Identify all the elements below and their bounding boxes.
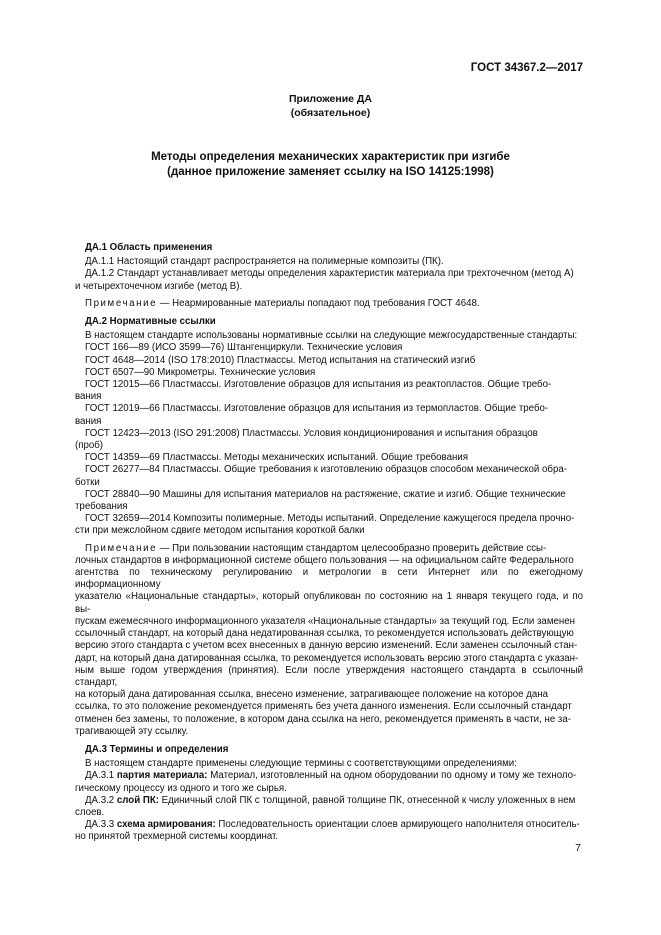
terms-list: [75, 770, 583, 843]
reference-item: [75, 342, 583, 354]
term-item: [75, 819, 583, 831]
note-line: — При пользовании настоящим стандартом целесообразно проверить действие ссы-: [157, 542, 547, 554]
note-line: ссылочный стандарт, на который дана недатированная ссылка, то рекомендуется использовать действующую: [75, 628, 574, 640]
reference-line-1: ГОСТ 32659—2014 Композиты полимерные. Методы испытаний. Определение кажущегося предела прочно-: [85, 513, 575, 525]
reference-line-1: ГОСТ 28840—90 Машины для испытания материалов на растяжение, сжатие и изгиб. Общие технические: [85, 488, 566, 500]
reference-item: [75, 379, 583, 391]
note-line: ссылка, то это положение рекомендуется применять без учета данного изменения. Если ссылочный стандарт: [75, 701, 572, 713]
term-definition: Материал, изготовленный на одном оборудовании по одному и тому же техноло-: [207, 770, 577, 782]
scope-p1: [75, 256, 583, 268]
appendix-title: Приложение ДА: [289, 93, 372, 105]
heading-scope: ДА.1 Область применения: [85, 242, 213, 253]
references-intro: В настоящем стандарте использованы нормативные ссылки на следующие межгосударственные стандарты:: [85, 330, 578, 342]
scope-p2-cont: [75, 281, 583, 293]
term-definition-cont: слоев.: [75, 806, 105, 818]
term-item-cont: [75, 783, 583, 795]
term-definition-cont: гическому процессу из одного и того же сырья.: [75, 782, 287, 794]
term-name: слой ПК:: [116, 794, 159, 806]
page-number: 7: [575, 842, 581, 854]
reference-item: [75, 489, 583, 501]
appendix-heading: [0, 92, 661, 120]
note-text: — Неармированные материалы попадают под требования ГОСТ 4648.: [157, 297, 480, 309]
references-note: [75, 543, 583, 738]
reference-line-2: сти при межслойном сдвиге методом испытания короткой балки: [75, 525, 365, 537]
reference-line-2: требования: [75, 501, 128, 513]
note-text: [75, 543, 583, 737]
note-label: Примечание: [85, 297, 158, 309]
reference-item-cont: [75, 391, 583, 403]
reference-line-1: ГОСТ 166—89 (ИСО 3599—76) Штангенциркули. Технические условия: [85, 342, 403, 354]
note-line: отменен без замены, то положение, в котором дана ссылка на него, рекомендуется применять в части, не за-: [75, 713, 571, 725]
title-line-2: (данное приложение заменяет ссылку на ISO 14125:1998): [167, 165, 494, 178]
term-number: ДА.3.1: [85, 770, 117, 782]
reference-item: [75, 367, 583, 379]
reference-item: [75, 513, 583, 525]
scope-p2: [75, 268, 583, 280]
document-id: ГОСТ 34367.2—2017: [470, 62, 583, 74]
term-item-cont: [75, 807, 583, 819]
term-item: [75, 795, 583, 807]
section-title: [80, 150, 581, 179]
reference-line-1: ГОСТ 12019—66 Пластмассы. Изготовление образцов для испытания из термопластов. Общие требо-: [85, 403, 549, 415]
note-line: агентства по техническому регулированию и метрологии в сети Интернет или по ежегодному информационному: [75, 567, 583, 591]
note-line: на который дана датированная ссылка, внесено изменение, затрагивающее положение на которое дана: [75, 689, 548, 701]
reference-item-cont: [75, 416, 583, 428]
appendix-subtitle: (обязательное): [290, 107, 371, 119]
reference-line-1: ГОСТ 26277—84 Пластмассы. Общие требования к изготовлению образцов способом механической обра-: [85, 464, 567, 476]
document-body: [75, 242, 583, 844]
term-definition-cont: но принятой трехмерной системы координат.: [75, 831, 279, 843]
note-line: лочных стандартов в информационной системе общего пользования — на официальном сайте Федерального: [75, 554, 574, 566]
reference-line-1: ГОСТ 4648—2014 (ISO 178:2010) Пластмассы. Метод испытания на статический изгиб: [85, 354, 476, 366]
heading-references: ДА.2 Нормативные ссылки: [85, 316, 216, 328]
scope-p2-line2: и четырехточечном изгибе (метод В).: [75, 280, 243, 292]
reference-line-1: ГОСТ 12015—66 Пластмассы. Изготовление образцов для испытания из реактопластов. Общие требо-: [85, 379, 552, 391]
scope-p2-line1: ДА.1.2 Стандарт устанавливает методы определения характеристик материала при трехточечном (метод А): [85, 268, 574, 280]
reference-item-cont: [75, 440, 583, 452]
scope-note: [75, 298, 583, 310]
term-definition: Единичный слой ПК с толщиной, равной толщине ПК, отнесенной к числу уложенных в нем: [158, 794, 576, 806]
note-line: версию этого стандарта с учетом всех внесенных в данную версию изменений. Если заменен ссылочный стан-: [75, 640, 578, 652]
reference-item: [75, 452, 583, 464]
term-item-cont: [75, 831, 583, 843]
note-line: ным выше годом утверждения (принятия). Если после утверждения настоящего стандарта в ссылочный стандарт,: [75, 664, 583, 688]
term-number: ДА.3.2: [85, 794, 117, 806]
note-line: указателю «Национальные стандарты», который опубликован по состоянию на 1 января текущего года, и по вы-: [75, 591, 583, 615]
reference-line-2: ботки: [75, 476, 100, 488]
note-line: дарт, на который дана датированная ссылка, то рекомендуется использовать версию этого стандарта с указан-: [75, 652, 579, 664]
note-line: пускам ежемесячного информационного указателя «Национальные стандарты» за текущий год. Если заменен: [75, 615, 575, 627]
note-label: Примечание: [85, 542, 158, 554]
term-item: [75, 770, 583, 782]
term-name: схема армирования:: [116, 819, 216, 831]
reference-item: [75, 355, 583, 367]
references-list: [75, 342, 583, 537]
terms-intro: В настоящем стандарте применены следующие термины с соответствующими определениями:: [85, 758, 517, 770]
reference-line-1: ГОСТ 14359—69 Пластмассы. Методы механических испытаний. Общие требования: [85, 452, 468, 464]
term-number: ДА.3.3: [85, 819, 117, 831]
reference-line-1: ГОСТ 12423—2013 (ISO 291:2008) Пластмассы. Условия кондиционирования и испытания образцов: [85, 427, 538, 439]
term-definition: Последовательность ориентации слоев армирующего наполнителя относитель-: [215, 819, 580, 831]
reference-item: [75, 464, 583, 476]
reference-line-2: вания: [75, 391, 102, 403]
note-line: трагивающей эту ссылку.: [75, 725, 189, 737]
reference-item: [75, 428, 583, 440]
reference-line-1: ГОСТ 6507—90 Микрометры. Технические условия: [85, 366, 316, 378]
scope-p1-text: ДА.1.1 Настоящий стандарт распространяется на полимерные композиты (ПК).: [85, 256, 444, 268]
heading-terms: ДА.3 Термины и определения: [85, 743, 229, 755]
term-name: партия материала:: [116, 770, 208, 782]
reference-line-2: вания: [75, 415, 102, 427]
reference-item-cont: [75, 525, 583, 537]
reference-line-2: (проб): [75, 440, 104, 452]
reference-item: [75, 403, 583, 415]
reference-item-cont: [75, 501, 583, 513]
reference-item-cont: [75, 477, 583, 489]
title-line-1: Методы определения механических характеристик при изгибе: [151, 151, 510, 163]
